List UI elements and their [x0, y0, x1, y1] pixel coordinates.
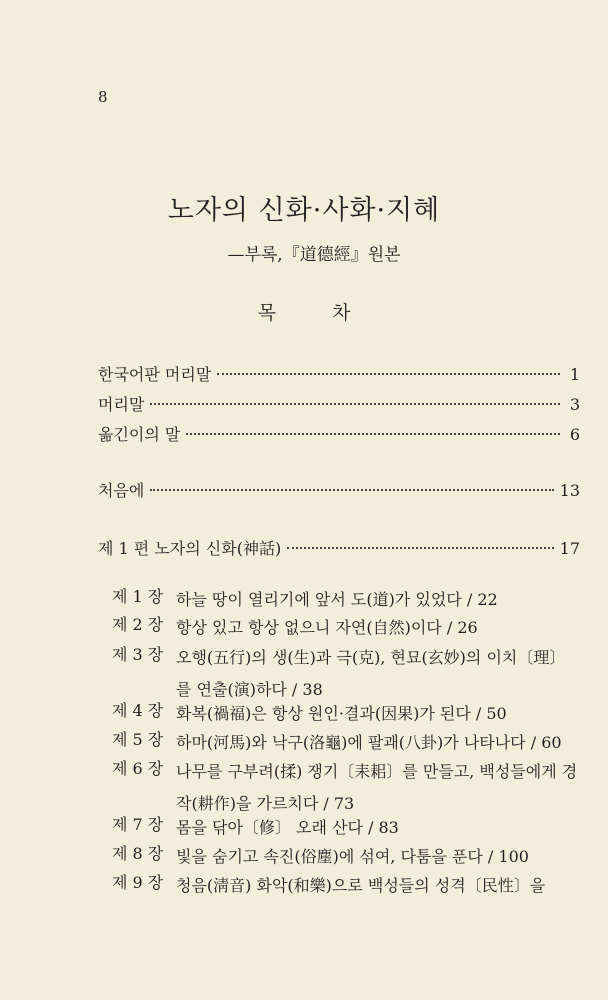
toc-entry-page: 1	[569, 365, 580, 384]
toc-entry-translator-note	[98, 422, 580, 446]
chapter-entry	[112, 870, 580, 902]
toc-leader-dots	[186, 433, 560, 435]
book-subtitle: —부록,『道德經』원본	[227, 245, 401, 265]
toc-entry-page: 6	[569, 425, 580, 444]
chapter-entry	[112, 642, 580, 706]
chapter-number: 제 3 장	[112, 645, 164, 664]
chapter-number: 제 7 장	[112, 815, 164, 834]
chapter-title: 빛을 숨기고 속진(俗塵)에 섞여, 다툼을 푼다 / 100	[176, 847, 529, 866]
chapter-title: 몸을 닦아〔修〕 오래 산다 / 83	[176, 818, 399, 837]
toc-leader-dots	[150, 403, 560, 405]
chapter-entry	[112, 841, 580, 873]
chapter-entry	[112, 698, 580, 730]
chapter-title: 화복(禍福)은 항상 원인·결과(因果)가 된다 / 50	[176, 704, 507, 723]
chapter-entry	[112, 756, 580, 820]
toc-entry-label: 한국어판 머리말	[98, 365, 212, 384]
chapter-title: 나무를 구부려(揉) 쟁기〔耒耜〕를 만들고, 백성들에게 경작(耕作)을 가르치다 / 73	[176, 762, 578, 813]
chapter-number: 제 4 장	[112, 701, 164, 720]
toc-entry-page: 3	[569, 395, 580, 414]
toc-entry-page: 17	[559, 539, 580, 558]
toc-entry-intro	[98, 478, 580, 502]
book-title: 노자의 신화·사화·지혜	[167, 195, 441, 226]
chapter-title: 하늘 땅이 열리기에 앞서 도(道)가 있었다 / 22	[176, 590, 498, 609]
toc-entry-korean-preface	[98, 362, 580, 386]
toc-entry-label: 옮긴이의 말	[98, 425, 181, 444]
toc-heading: 목 차	[257, 302, 351, 324]
chapter-number: 제 2 장	[112, 615, 164, 634]
toc-entry-page: 13	[559, 481, 580, 500]
chapter-number: 제 6 장	[112, 759, 164, 778]
chapter-entry	[112, 812, 580, 844]
chapter-title: 항상 있고 항상 없으니 자연(自然)이다 / 26	[176, 618, 478, 637]
toc-entry-label: 처음에	[98, 481, 145, 500]
toc-entry-part-1	[98, 536, 580, 560]
toc-entry-preface	[98, 392, 580, 416]
chapter-entry	[112, 727, 580, 759]
toc-entry-label: 제 1 편 노자의 신화(神話)	[98, 539, 282, 558]
chapter-number: 제 9 장	[112, 873, 164, 892]
toc-entry-label: 머리말	[98, 395, 145, 414]
toc-leader-dots	[287, 547, 553, 549]
chapter-title: 하마(河馬)와 낙구(洛龜)에 팔괘(八卦)가 나타나다 / 60	[176, 733, 562, 752]
toc-leader-dots	[217, 373, 560, 375]
chapter-number: 제 8 장	[112, 844, 164, 863]
chapter-number: 제 5 장	[112, 730, 164, 749]
toc-leader-dots	[150, 489, 553, 491]
chapter-title: 오행(五行)의 생(生)과 극(克), 현묘(玄妙)의 이치〔理〕를 연출(演)하다 / 38	[176, 648, 566, 699]
page-number: 8	[98, 88, 108, 106]
chapter-title: 청음(淸音) 화악(和樂)으로 백성들의 성격〔民性〕을	[176, 876, 546, 895]
chapter-entry	[112, 612, 580, 644]
chapter-number: 제 1 장	[112, 587, 164, 606]
